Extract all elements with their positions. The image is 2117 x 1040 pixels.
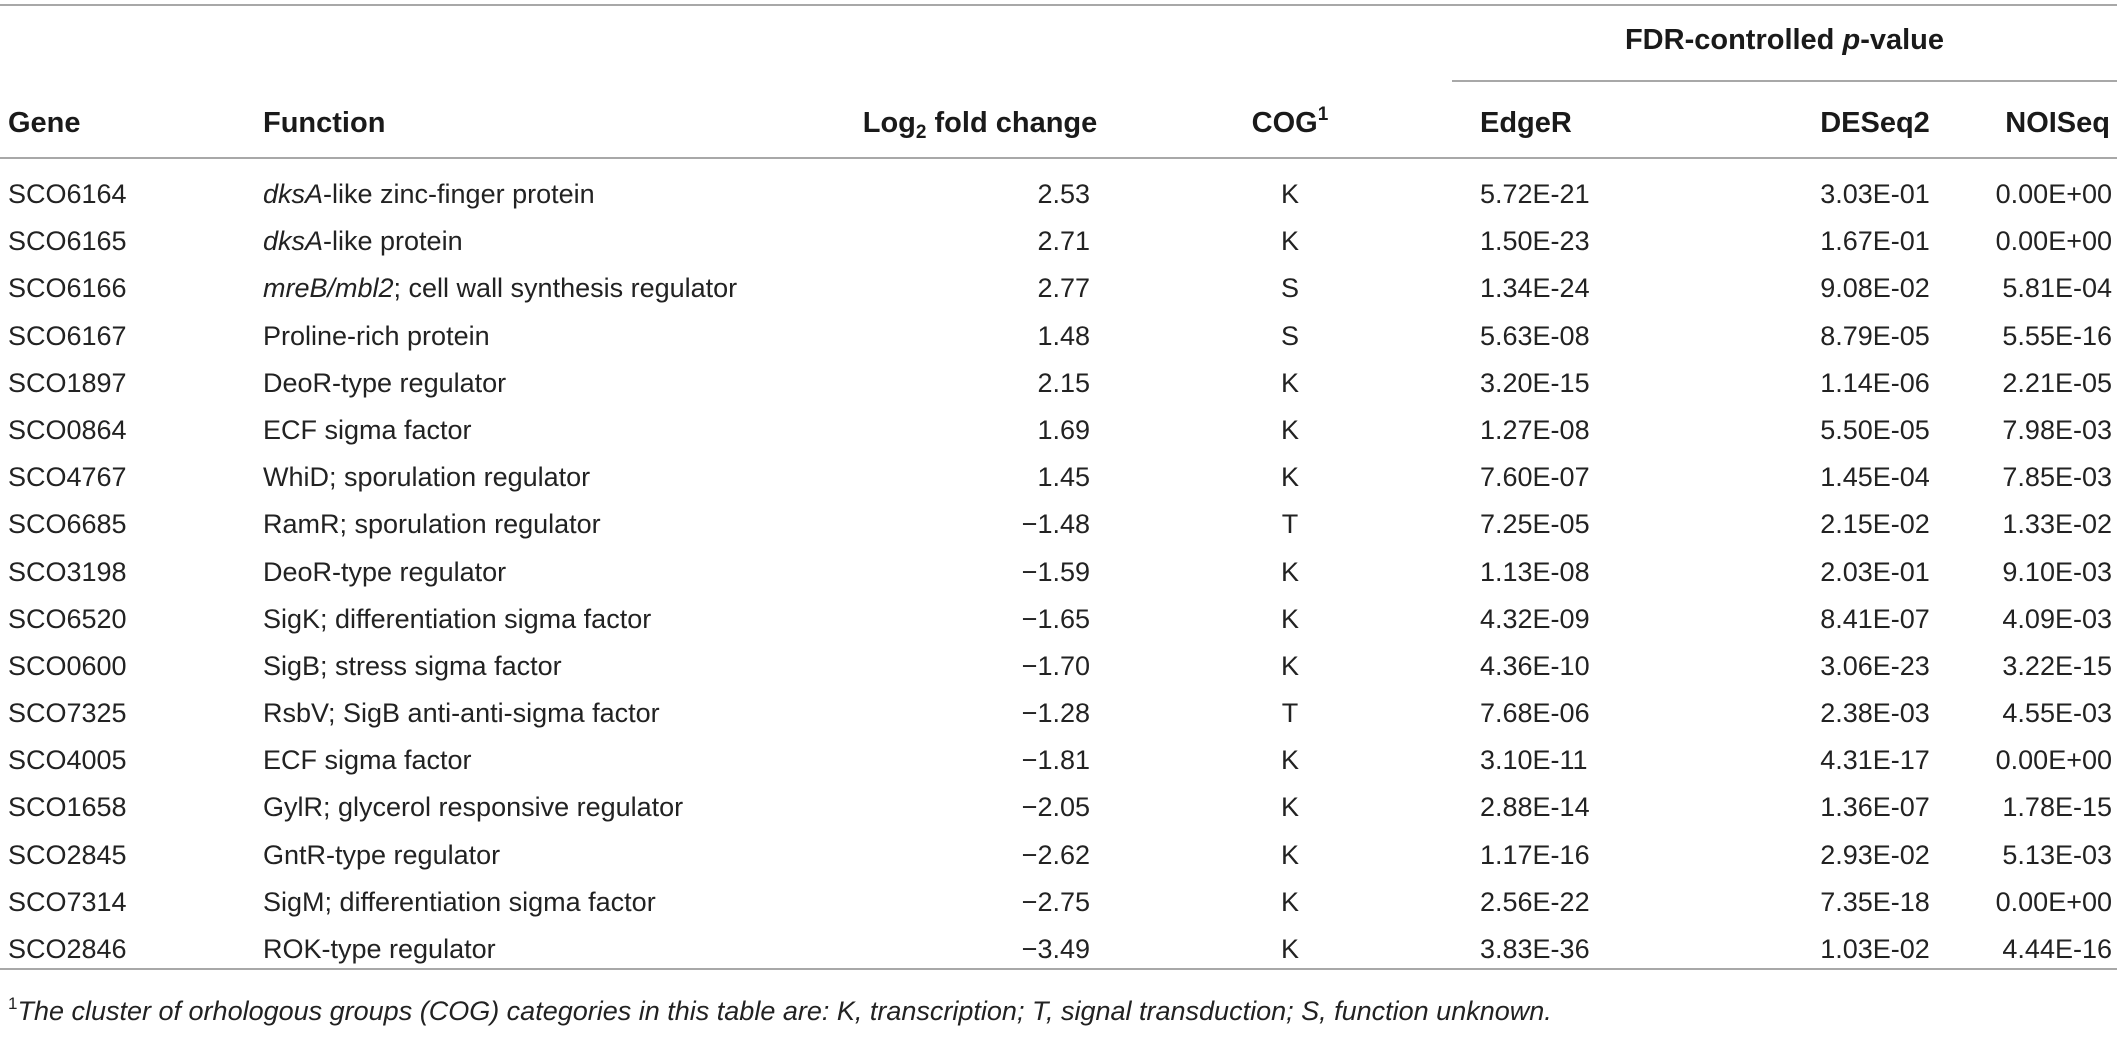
function-italic: dksA: [263, 226, 324, 257]
header-fdr-pvalue: FDR-controlled p-value: [1624, 24, 1945, 56]
log2fc-cell: −2.62: [1021, 839, 1090, 870]
table-row: [0, 176, 2117, 223]
function-cell: [263, 789, 683, 825]
noiseq-cell: 5.13E-03: [2002, 839, 2112, 870]
function-cell: [263, 742, 472, 778]
function-cell: [263, 223, 463, 259]
noiseq-cell: 4.09E-03: [2002, 603, 2112, 634]
cog-cell: K: [1280, 886, 1299, 917]
function-text: SigK; differentiation sigma factor: [263, 603, 652, 634]
deseq2-cell: 2.93E-02: [1820, 839, 1930, 870]
function-cell: [263, 601, 651, 637]
function-text: GylR; glycerol responsive regulator: [263, 792, 684, 823]
function-text: DeoR-type regulator: [263, 556, 507, 587]
header-noiseq: NOISeq: [2005, 107, 2110, 139]
cog-cell: T: [1281, 509, 1299, 540]
deseq2-cell: 9.08E-02: [1820, 273, 1930, 304]
cog-cell: K: [1280, 462, 1299, 493]
function-text: WhiD; sporulation regulator: [263, 462, 591, 493]
edger-cell: 3.10E-11: [1480, 745, 1588, 776]
edger-cell: 1.17E-16: [1480, 839, 1590, 870]
log2fc-cell: 1.45: [1037, 462, 1090, 493]
cog-cell: S: [1280, 320, 1299, 351]
log2fc-cell: 1.48: [1037, 320, 1090, 351]
noiseq-cell: 0.00E+00: [1995, 179, 2112, 209]
function-cell: [263, 695, 660, 731]
function-italic: mreB/mbl2: [263, 273, 394, 304]
table-row: [0, 742, 2117, 789]
gene-cell: SCO2845: [8, 839, 127, 870]
function-cell: [263, 506, 601, 542]
table-row: [0, 601, 2117, 648]
cog-cell: K: [1280, 226, 1299, 257]
cog-cell: K: [1280, 839, 1299, 870]
log2fc-cell: −2.75: [1021, 886, 1090, 917]
noiseq-cell: 3.22E-15: [2002, 650, 2112, 681]
function-text: SigB; stress sigma factor: [263, 650, 562, 681]
noiseq-cell: 7.85E-03: [2002, 462, 2112, 493]
log2fc-cell: 2.77: [1037, 273, 1090, 304]
deseq2-cell: 7.35E-18: [1820, 886, 1930, 917]
cog-cell: S: [1280, 273, 1299, 304]
edger-cell: 4.32E-09: [1480, 603, 1590, 634]
header-gene: Gene: [8, 107, 81, 139]
gene-cell: SCO1897: [8, 367, 127, 398]
function-text: -like zinc-finger protein: [323, 179, 595, 209]
gene-cell: SCO1658: [8, 792, 127, 823]
log2fc-cell: 1.69: [1037, 414, 1090, 445]
noiseq-cell: 9.10E-03: [2002, 556, 2112, 587]
table-bottom-rule: [0, 968, 2117, 970]
function-cell: [263, 648, 562, 684]
function-cell: [263, 318, 490, 354]
function-cell: [263, 365, 506, 401]
function-text: ECF sigma factor: [263, 745, 472, 776]
table-row: [0, 695, 2117, 742]
edger-cell: 7.60E-07: [1480, 462, 1590, 493]
deseq2-cell: 3.06E-23: [1820, 650, 1930, 681]
log2fc-cell: −2.05: [1021, 792, 1090, 823]
function-text: GntR-type regulator: [263, 839, 501, 870]
gene-cell: SCO0600: [8, 650, 127, 681]
deseq2-cell: 4.31E-17: [1820, 745, 1930, 776]
cog-cell: K: [1280, 650, 1299, 681]
log2fc-cell: −1.59: [1021, 556, 1090, 587]
function-text: RsbV; SigB anti-anti-sigma factor: [263, 698, 660, 729]
deseq2-cell: 2.15E-02: [1820, 509, 1930, 540]
noiseq-cell: 0.00E+00: [1995, 886, 2112, 917]
function-cell: [263, 884, 656, 920]
function-text: RamR; sporulation regulator: [263, 509, 601, 540]
gene-cell: SCO0864: [8, 414, 127, 445]
cog-cell: K: [1280, 179, 1299, 209]
noiseq-cell: 7.98E-03: [2002, 414, 2112, 445]
header-deseq2: DESeq2: [1820, 107, 1930, 139]
edger-cell: 3.20E-15: [1480, 367, 1590, 398]
table-row: [0, 789, 2117, 836]
log2fc-cell: −1.65: [1021, 603, 1090, 634]
header-function: Function: [263, 107, 386, 139]
noiseq-cell: 1.78E-15: [2002, 792, 2112, 823]
noiseq-cell: 0.00E+00: [1995, 745, 2112, 776]
gene-cell: SCO6685: [8, 509, 127, 540]
function-text: Proline-rich protein: [263, 320, 490, 351]
table-row: [0, 412, 2117, 459]
edger-cell: 5.72E-21: [1480, 179, 1590, 209]
log2fc-cell: −3.49: [1021, 934, 1090, 964]
gene-cell: SCO6166: [8, 273, 127, 304]
function-cell: [263, 176, 595, 212]
gene-cell: SCO3198: [8, 556, 127, 587]
table-row: [0, 223, 2117, 270]
cog-cell: K: [1280, 414, 1299, 445]
gene-cell: SCO7325: [8, 698, 127, 729]
function-cell: [263, 412, 472, 448]
deseq2-cell: 1.14E-06: [1820, 367, 1930, 398]
table-footnote: $^1$The cluster of orhologous groups (COG) categories in this table are: K, transcription; T, signal transduction; S, function unknown.: [8, 994, 1552, 1026]
noiseq-cell: 4.55E-03: [2002, 698, 2112, 729]
gene-cell: SCO6165: [8, 226, 127, 257]
table-row: [0, 365, 2117, 412]
function-text: ; cell wall synthesis regulator: [393, 273, 738, 304]
function-text: -like protein: [323, 226, 463, 257]
table-row: [0, 837, 2117, 884]
table-row: [0, 270, 2117, 317]
table-row: [0, 459, 2117, 506]
deseq2-cell: 1.36E-07: [1820, 792, 1930, 823]
edger-cell: 3.83E-36: [1480, 934, 1590, 964]
gene-cell: SCO4005: [8, 745, 127, 776]
header-group-rule: [1452, 80, 2117, 82]
cog-cell: K: [1280, 603, 1299, 634]
deseq2-cell: 1.45E-04: [1820, 462, 1930, 493]
function-cell: [263, 459, 590, 495]
log2fc-cell: −1.48: [1021, 509, 1090, 540]
edger-cell: 5.63E-08: [1480, 320, 1590, 351]
table-row: [0, 506, 2117, 553]
function-cell: [263, 931, 496, 967]
gene-cell: SCO6164: [8, 179, 127, 209]
gene-cell: SCO6167: [8, 320, 127, 351]
header-log2-fold-change: Log$_2$ fold change: [862, 107, 1098, 143]
cog-cell: T: [1281, 698, 1299, 729]
table-row: [0, 931, 2117, 978]
deseq2-cell: 2.38E-03: [1820, 698, 1930, 729]
edger-cell: 1.34E-24: [1480, 273, 1590, 304]
noiseq-cell: 1.33E-02: [2002, 509, 2112, 540]
deseq2-cell: 8.79E-05: [1820, 320, 1930, 351]
log2fc-cell: −1.28: [1021, 698, 1090, 729]
table-row: [0, 884, 2117, 931]
function-cell: [263, 270, 737, 306]
deseq2-cell: 1.03E-02: [1820, 934, 1930, 964]
table-row: [0, 648, 2117, 695]
log2fc-cell: −1.81: [1021, 745, 1090, 776]
edger-cell: 1.27E-08: [1480, 414, 1590, 445]
deseq2-cell: 5.50E-05: [1820, 414, 1930, 445]
noiseq-cell: 5.55E-16: [2002, 320, 2112, 351]
function-text: DeoR-type regulator: [263, 367, 507, 398]
edger-cell: 7.68E-06: [1480, 698, 1590, 729]
header-bottom-rule: [0, 157, 2117, 159]
log2fc-cell: 2.53: [1037, 179, 1090, 209]
edger-cell: 1.13E-08: [1480, 556, 1590, 587]
noiseq-cell: 0.00E+00: [1995, 226, 2112, 257]
log2fc-cell: 2.15: [1037, 367, 1090, 398]
cog-cell: K: [1280, 556, 1299, 587]
noiseq-cell: 2.21E-05: [2002, 367, 2112, 398]
deseq2-cell: 8.41E-07: [1820, 603, 1930, 634]
log2fc-cell: −1.70: [1021, 650, 1090, 681]
cog-cell: K: [1280, 745, 1299, 776]
log2fc-cell: 2.71: [1037, 226, 1090, 257]
deseq2-cell: 1.67E-01: [1820, 226, 1930, 257]
edger-cell: 2.56E-22: [1480, 886, 1590, 917]
noiseq-cell: 5.81E-04: [2002, 273, 2112, 304]
table-row: [0, 318, 2117, 365]
function-italic: dksA: [263, 179, 324, 209]
cog-cell: K: [1280, 934, 1299, 964]
header-cog: COG$^1$: [1251, 104, 1329, 139]
table-body: [0, 176, 2117, 978]
edger-cell: 2.88E-14: [1480, 792, 1590, 823]
function-cell: [263, 837, 500, 873]
edger-cell: 7.25E-05: [1480, 509, 1590, 540]
function-text: ECF sigma factor: [263, 414, 472, 445]
cog-cell: K: [1280, 367, 1299, 398]
header-edger: EdgeR: [1480, 107, 1572, 139]
edger-cell: 1.50E-23: [1480, 226, 1590, 257]
noiseq-cell: 4.44E-16: [2002, 934, 2112, 964]
function-text: ROK-type regulator: [263, 934, 496, 964]
gene-cell: SCO6520: [8, 603, 127, 634]
edger-cell: 4.36E-10: [1480, 650, 1590, 681]
deseq2-cell: 3.03E-01: [1820, 179, 1930, 209]
gene-cell: SCO2846: [8, 934, 127, 964]
gene-cell: SCO7314: [8, 886, 127, 917]
function-text: SigM; differentiation sigma factor: [263, 886, 656, 917]
deseq2-cell: 2.03E-01: [1820, 556, 1930, 587]
function-cell: [263, 554, 506, 590]
cog-cell: K: [1280, 792, 1299, 823]
table-top-rule: [0, 4, 2117, 6]
table-row: [0, 554, 2117, 601]
gene-cell: SCO4767: [8, 462, 127, 493]
